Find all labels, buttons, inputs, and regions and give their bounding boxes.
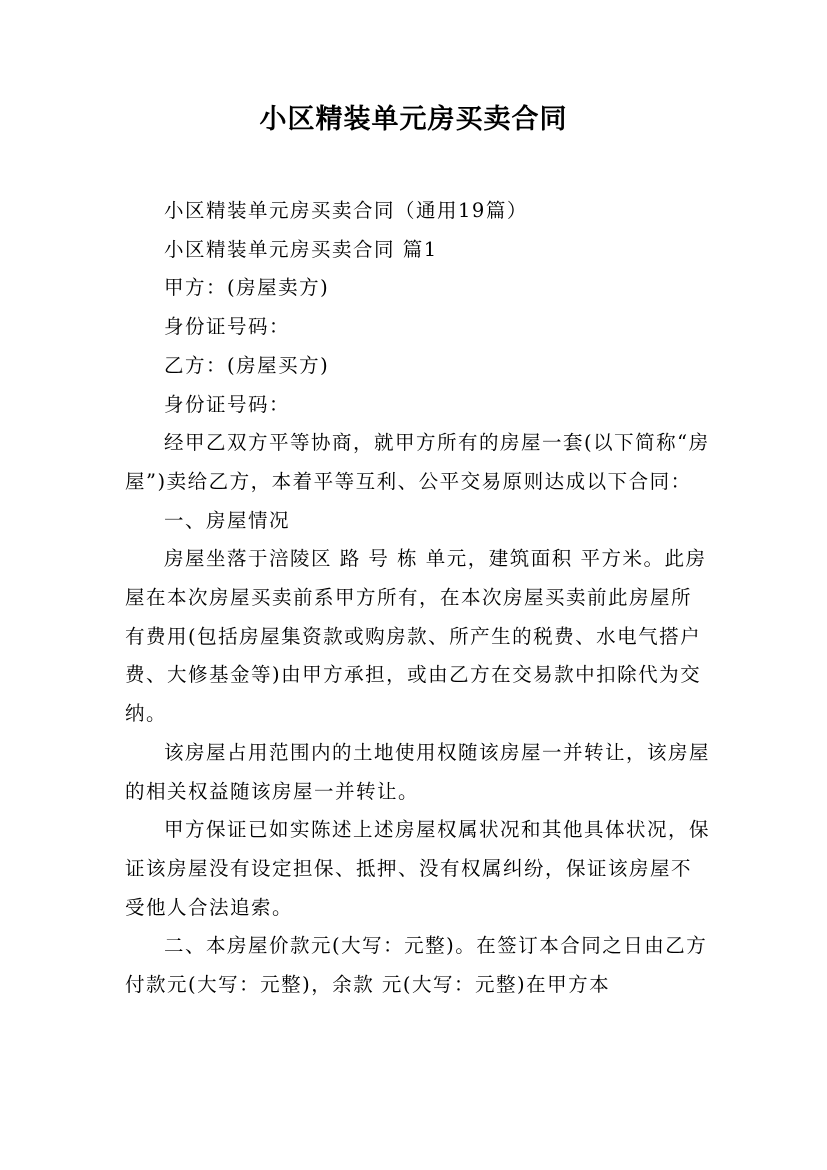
paragraph-party-b-id: 身份证号码： [164, 392, 291, 416]
paragraph-party-a-id: 身份证号码： [164, 315, 291, 339]
paragraph-property-location: 房屋坐落于涪陵区 路 号 栋 单元，建筑面积 平方米。此房屋在本次房屋买卖前系甲方所有，在本次房屋买卖前此房屋所有费用(包括房屋集资款或购房款、所产生的税费、水电气搭户费、大修基金等)由甲方承担，或由乙方在交易款中扣除代为交纳。 [125, 547, 707, 726]
paragraph-clause-1-heading: 一、房屋情况 [164, 508, 291, 532]
paragraph-preamble: 经甲乙双方平等协商，就甲方所有的房屋一套(以下简称“房屋”)卖给乙方，本着平等互利、公平交易原则达成以下合同： [125, 431, 710, 493]
paragraph-party-b: 乙方：(房屋买方) [164, 353, 330, 377]
paragraph-clause-2-price: 二、本房屋价款元(大写：元整)。在签订本合同之日由乙方付款元(大写：元整)，余款 元(大写：元整)在甲方本 [125, 934, 708, 997]
paragraph-section-heading: 小区精装单元房买卖合同 篇1 [164, 237, 438, 261]
document-body [125, 192, 710, 1005]
paragraph-party-a: 甲方：(房屋卖方) [164, 276, 330, 300]
paragraph-subtitle: 小区精装单元房买卖合同（通用19篇） [164, 199, 528, 222]
document-title: 小区精装单元房买卖合同 [259, 104, 568, 135]
paragraph-seller-guarantee: 甲方保证已如实陈述上述房屋权属状况和其他具体状况，保证该房屋没有设定担保、抵押、没有权属纠纷，保证该房屋不受他人合法追索。 [125, 818, 711, 919]
paragraph-land-use-rights: 该房屋占用范围内的土地使用权随该房屋一并转让，该房屋的相关权益随该房屋一并转让。 [125, 740, 711, 803]
